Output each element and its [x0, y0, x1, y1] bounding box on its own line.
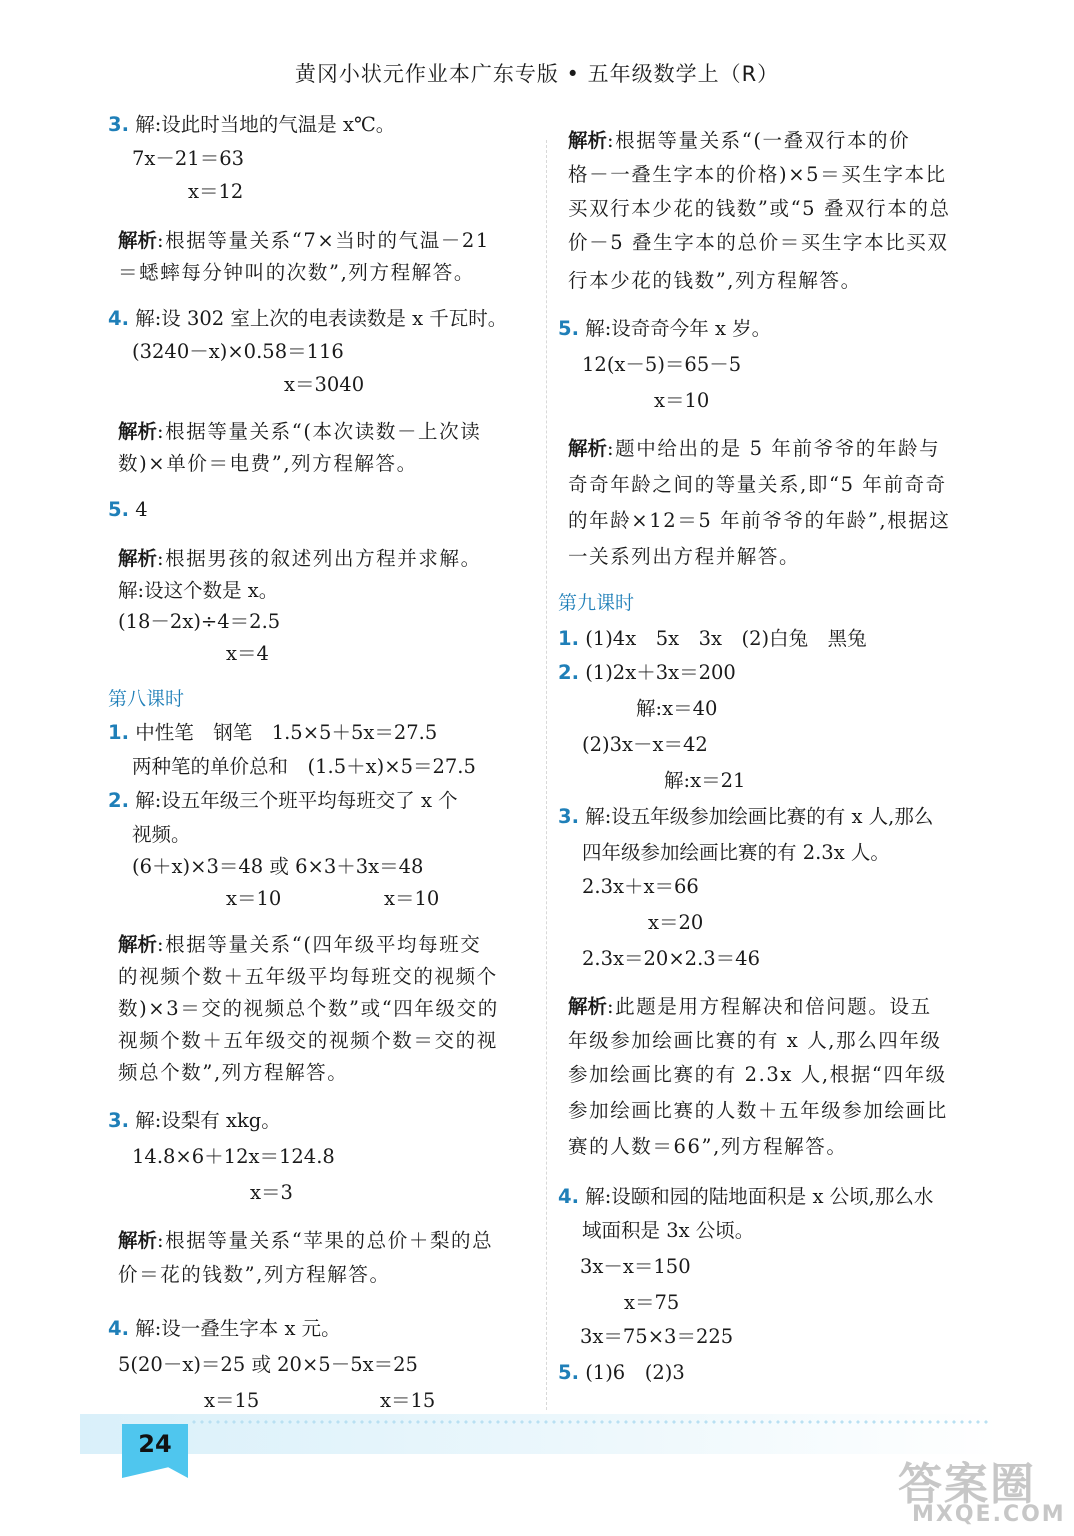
solution: 解:x＝21	[664, 769, 746, 792]
explanation: 解析:根据等量关系“(四年级平均每班交	[118, 933, 482, 956]
answer-2: 2. 解:设五年级三个班平均每班交了 x 个	[108, 789, 458, 812]
explanation: 解析:根据等量关系“(本次读数－上次读	[118, 420, 482, 443]
solution: x＝4	[226, 642, 269, 665]
explanation-cont: 奇奇年龄之间的等量关系,即“5 年前奇奇	[568, 473, 947, 496]
solution-a: x＝15	[204, 1389, 260, 1412]
equation: (2)3x－x＝42	[582, 733, 708, 756]
solution-a: x＝10	[226, 887, 282, 910]
answer-3: 3. 解:设此时当地的气温是 x℃。	[108, 113, 396, 136]
solution: x＝20	[648, 911, 704, 934]
explanation-cont: 格－一叠生字本的价格)×5＝买生字本比	[568, 163, 947, 186]
explanation-cont: 视频个数＋五年级交的视频个数＝交的视	[118, 1029, 498, 1052]
solution-setup: 解:设这个数是 x。	[118, 579, 279, 602]
watermark-top: 答案圈	[898, 1459, 1036, 1510]
page-header: 黄冈小状元作业本广东专版 • 五年级数学上（R）	[294, 62, 780, 86]
explanation-cont: 的年龄×12＝5 年前爷爷的年龄”,根据这	[568, 509, 951, 532]
solution: x＝75	[624, 1291, 680, 1314]
explanation-cont: 数)×3＝交的视频总个数”或“四年级交的	[118, 997, 499, 1020]
answer-4: 4. 解:设颐和园的陆地面积是 x 公顷,那么水	[558, 1185, 934, 1208]
answer-5: 5. 4	[108, 498, 148, 521]
explanation-cont: 参加绘画比赛的有 2.3x 人,根据“四年级	[568, 1063, 947, 1086]
answer-4: 4. 解:设一叠生字本 x 元。	[108, 1317, 341, 1340]
solution: x＝10	[654, 389, 710, 412]
explanation-cont: 一关系列出方程并解答。	[568, 545, 801, 568]
column-divider	[546, 140, 547, 1410]
equation: 12(x－5)＝65－5	[582, 353, 742, 376]
answer-2: 2. (1)2x＋3x＝200	[558, 661, 736, 684]
solution: x＝12	[188, 180, 244, 203]
explanation-cont: 频总个数”,列方程解答。	[118, 1061, 349, 1084]
equation: (6＋x)×3＝48 或 6×3＋3x＝48	[132, 855, 424, 878]
equation: 2.3x＋x＝66	[582, 875, 699, 898]
watermark-bottom: MXQE.COM	[912, 1502, 1066, 1527]
solution: 解:x＝40	[636, 697, 718, 720]
explanation-cont: 价－5 叠生字本的总价＝买生字本比买双	[568, 231, 949, 254]
section-title-lesson-8: 第八课时	[108, 688, 185, 710]
explanation-cont: ＝蟋蟀每分钟叫的次数”,列方程解答。	[118, 261, 475, 284]
page-number: 24	[138, 1430, 172, 1458]
answer-3: 3. 解:设五年级参加绘画比赛的有 x 人,那么	[558, 805, 934, 828]
answer-1: 1. 中性笔 钢笔 1.5×5＋5x＝27.5	[108, 721, 438, 744]
explanation: 解析:根据等量关系“7×当时的气温－21	[118, 229, 490, 252]
answer-4-cont: 域面积是 3x 公顷。	[582, 1219, 755, 1242]
equation: 3x－x＝150	[580, 1255, 691, 1278]
explanation-cont: 年级参加绘画比赛的有 x 人,那么四年级	[568, 1029, 942, 1052]
answer-2-cont: 视频。	[132, 823, 191, 846]
explanation-cont: 数)×单价＝电费”,列方程解答。	[118, 452, 418, 475]
explanation: 解析:根据等量关系“(一叠双行本的价	[568, 129, 911, 152]
watermark-logo	[898, 1448, 1068, 1528]
explanation-cont: 参加绘画比赛的人数＋五年级参加绘画比	[568, 1099, 948, 1122]
equation: 14.8×6＋12x＝124.8	[132, 1145, 335, 1168]
answer-3: 3. 解:设梨有 xkg。	[108, 1109, 281, 1132]
explanation-cont: 价＝花的钱数”,列方程解答。	[118, 1263, 391, 1286]
solution-step: 3x＝75×3＝225	[580, 1325, 734, 1348]
explanation-cont: 买双行本少花的钱数”或“5 叠双行本的总	[568, 197, 951, 220]
solution: x＝3	[250, 1181, 293, 1204]
explanation: 解析:题中给出的是 5 年前爷爷的年龄与	[568, 437, 941, 460]
equation: 7x－21＝63	[132, 147, 245, 170]
solution-step: 2.3x＝20×2.3＝46	[582, 947, 760, 970]
footer-dots	[190, 1418, 990, 1428]
equation: 5(20－x)＝25 或 20×5－5x＝25	[118, 1353, 418, 1376]
section-title-lesson-9: 第九课时	[558, 592, 635, 614]
explanation: 解析:根据等量关系“苹果的总价＋梨的总	[118, 1229, 494, 1252]
answer-1-cont: 两种笔的单价总和 (1.5＋x)×5＝27.5	[132, 755, 476, 778]
equation: (18－2x)÷4＝2.5	[118, 610, 281, 633]
explanation-cont: 行本少花的钱数”,列方程解答。	[568, 269, 862, 292]
solution-b: x＝10	[384, 887, 440, 910]
answer-3-cont: 四年级参加绘画比赛的有 2.3x 人。	[582, 841, 890, 864]
answer-1: 1. (1)4x 5x 3x (2)白兔 黑兔	[558, 627, 867, 650]
answer-5: 5. 解:设奇奇今年 x 岁。	[558, 317, 772, 340]
equation: (3240－x)×0.58＝116	[132, 340, 344, 363]
solution: x＝3040	[284, 373, 365, 396]
solution-b: x＝15	[380, 1389, 436, 1412]
explanation-cont: 的视频个数＋五年级平均每班交的视频个	[118, 965, 498, 988]
explanation: 解析:根据男孩的叙述列出方程并求解。	[118, 547, 482, 570]
answer-4: 4. 解:设 302 室上次的电表读数是 x 千瓦时。	[108, 307, 508, 330]
explanation: 解析:此题是用方程解决和倍问题。设五	[568, 995, 932, 1018]
answer-5: 5. (1)6 (2)3	[558, 1361, 685, 1384]
explanation-cont: 赛的人数＝66”,列方程解答。	[568, 1135, 848, 1158]
